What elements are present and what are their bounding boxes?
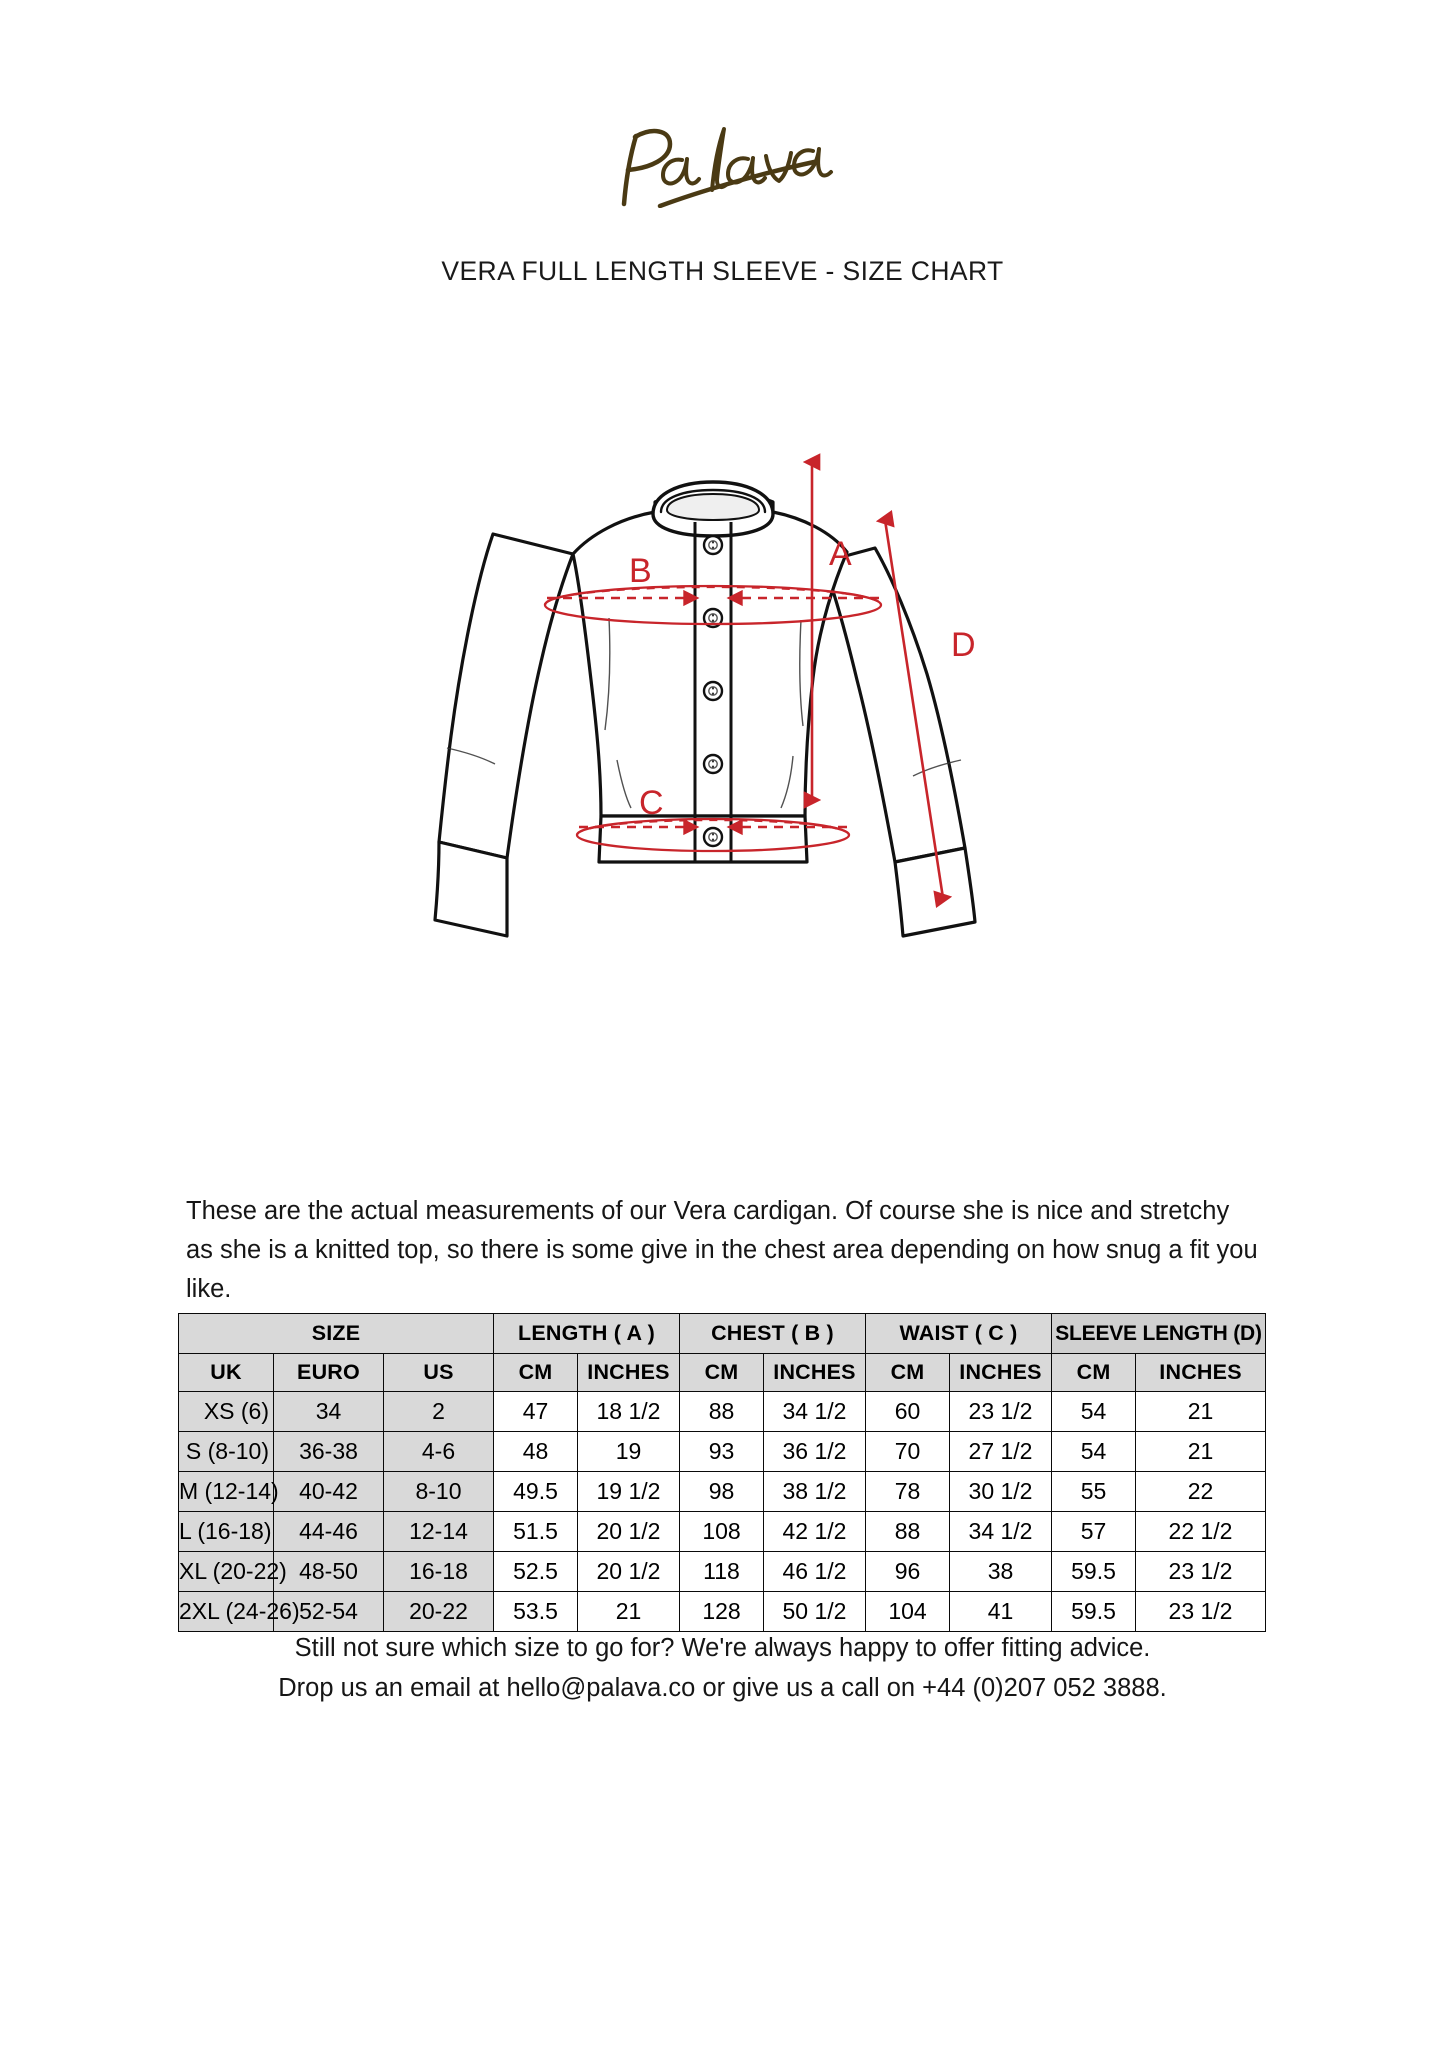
group-header-waist: WAIST ( C ) xyxy=(866,1314,1052,1354)
page-title: VERA FULL LENGTH SLEEVE - SIZE CHART xyxy=(441,256,1004,286)
table-row xyxy=(179,1432,1266,1472)
cell-chest-cm: 108 xyxy=(680,1512,764,1552)
column-header-chest-in: INCHES xyxy=(764,1354,866,1392)
cell-sleeve-in: 22 xyxy=(1136,1472,1266,1512)
group-header-length: LENGTH ( A ) xyxy=(494,1314,680,1354)
label-c: C xyxy=(639,784,664,822)
column-header-sleeve-in: INCHES xyxy=(1136,1354,1266,1392)
cell-euro: 44-46 xyxy=(274,1512,384,1552)
footer-line-1: Still not sure which size to go for? We're always happy to offer fitting advice. xyxy=(294,1634,1151,1662)
column-header-chest-cm: CM xyxy=(680,1354,764,1392)
cell-chest-cm: 118 xyxy=(680,1552,764,1592)
cell-waist-in: 34 1/2 xyxy=(950,1512,1052,1552)
cell-waist-cm: 70 xyxy=(866,1432,950,1472)
footer-line-2: Drop us an email at hello@palava.co or give us a call on +44 (0)207 052 3888. xyxy=(278,1674,1167,1702)
cell-chest-in: 50 1/2 xyxy=(764,1592,866,1632)
right-sleeve xyxy=(823,548,965,862)
cell-waist-in: 38 xyxy=(950,1552,1052,1592)
group-header-row xyxy=(179,1314,1266,1354)
cell-length-cm: 52.5 xyxy=(494,1552,578,1592)
table-row xyxy=(179,1512,1266,1552)
size-chart-table xyxy=(178,1313,1266,1632)
cell-sleeve-in: 23 1/2 xyxy=(1136,1592,1266,1632)
cardigan-technical-drawing xyxy=(395,430,1055,1050)
cell-length-in: 18 1/2 xyxy=(578,1392,680,1432)
cell-waist-in: 27 1/2 xyxy=(950,1432,1052,1472)
cell-euro: 40-42 xyxy=(274,1472,384,1512)
column-header-euro: EURO xyxy=(274,1354,384,1392)
cell-length-in: 19 xyxy=(578,1432,680,1472)
table-head xyxy=(179,1314,1266,1392)
button xyxy=(704,536,722,554)
cell-uk: M (12-14) xyxy=(179,1472,274,1512)
cell-chest-in: 34 1/2 xyxy=(764,1392,866,1432)
brand-logo xyxy=(0,118,1445,213)
cell-us: 8-10 xyxy=(384,1472,494,1512)
cell-us: 12-14 xyxy=(384,1512,494,1552)
table-row xyxy=(179,1472,1266,1512)
cell-waist-in: 41 xyxy=(950,1592,1052,1632)
cell-chest-cm: 128 xyxy=(680,1592,764,1632)
group-header-size: SIZE xyxy=(179,1314,494,1354)
cell-waist-cm: 78 xyxy=(866,1472,950,1512)
label-b: B xyxy=(629,552,652,590)
label-d: D xyxy=(951,626,976,664)
cell-waist-in: 30 1/2 xyxy=(950,1472,1052,1512)
column-header-length-cm: CM xyxy=(494,1354,578,1392)
cell-uk: XL (20-22) xyxy=(179,1552,274,1592)
column-header-waist-in: INCHES xyxy=(950,1354,1052,1392)
cell-chest-cm: 93 xyxy=(680,1432,764,1472)
intro-paragraph: These are the actual measurements of our Vera cardigan. Of course she is nice and stretchy as she is a knitted top, so there is some give in the chest area depending on how snug a fit you like. xyxy=(186,1196,1258,1303)
cell-sleeve-cm: 54 xyxy=(1052,1432,1136,1472)
cardigan-illustration xyxy=(395,430,1055,1050)
button xyxy=(704,682,722,700)
cell-us: 4-6 xyxy=(384,1432,494,1472)
group-header-chest: CHEST ( B ) xyxy=(680,1314,866,1354)
cell-us: 20-22 xyxy=(384,1592,494,1632)
table-row xyxy=(179,1552,1266,1592)
table-row xyxy=(179,1392,1266,1432)
cell-length-in: 19 1/2 xyxy=(578,1472,680,1512)
cell-euro: 52-54 xyxy=(274,1592,384,1632)
cell-sleeve-cm: 59.5 xyxy=(1052,1592,1136,1632)
cell-sleeve-in: 22 1/2 xyxy=(1136,1512,1266,1552)
right-cuff xyxy=(895,848,975,936)
cell-euro: 36-38 xyxy=(274,1432,384,1472)
cell-length-cm: 47 xyxy=(494,1392,578,1432)
cell-uk: 2XL (24-26) xyxy=(179,1592,274,1632)
cell-length-in: 20 1/2 xyxy=(578,1552,680,1592)
cell-uk: XS (6) xyxy=(179,1392,274,1432)
cell-chest-in: 46 1/2 xyxy=(764,1552,866,1592)
cell-waist-in: 23 1/2 xyxy=(950,1392,1052,1432)
cell-sleeve-in: 21 xyxy=(1136,1392,1266,1432)
column-header-length-in: INCHES xyxy=(578,1354,680,1392)
cell-waist-cm: 104 xyxy=(866,1592,950,1632)
cell-length-cm: 53.5 xyxy=(494,1592,578,1632)
cell-chest-in: 36 1/2 xyxy=(764,1432,866,1472)
cell-chest-cm: 88 xyxy=(680,1392,764,1432)
table-row xyxy=(179,1592,1266,1632)
cell-sleeve-cm: 57 xyxy=(1052,1512,1136,1552)
column-header-waist-cm: CM xyxy=(866,1354,950,1392)
button xyxy=(704,755,722,773)
left-sleeve xyxy=(439,534,573,858)
cell-length-cm: 49.5 xyxy=(494,1472,578,1512)
cell-length-cm: 48 xyxy=(494,1432,578,1472)
cell-uk: L (16-18) xyxy=(179,1512,274,1552)
sub-header-row xyxy=(179,1354,1266,1392)
cell-chest-in: 42 1/2 xyxy=(764,1512,866,1552)
cell-euro: 48-50 xyxy=(274,1552,384,1592)
cell-waist-cm: 60 xyxy=(866,1392,950,1432)
cell-sleeve-cm: 55 xyxy=(1052,1472,1136,1512)
cell-waist-cm: 88 xyxy=(866,1512,950,1552)
cell-waist-cm: 96 xyxy=(866,1552,950,1592)
cell-euro: 34 xyxy=(274,1392,384,1432)
cell-sleeve-in: 21 xyxy=(1136,1432,1266,1472)
palava-script-logo xyxy=(608,118,838,208)
column-header-uk: UK xyxy=(179,1354,274,1392)
size-table-container xyxy=(178,1313,1265,1632)
cell-sleeve-cm: 54 xyxy=(1052,1392,1136,1432)
cell-chest-cm: 98 xyxy=(680,1472,764,1512)
cell-us: 16-18 xyxy=(384,1552,494,1592)
cell-chest-in: 38 1/2 xyxy=(764,1472,866,1512)
column-header-us: US xyxy=(384,1354,494,1392)
column-header-sleeve-cm: CM xyxy=(1052,1354,1136,1392)
neck-opening xyxy=(667,494,759,520)
button xyxy=(704,828,722,846)
label-a: A xyxy=(829,535,852,573)
cell-sleeve-in: 23 1/2 xyxy=(1136,1552,1266,1592)
cell-length-in: 21 xyxy=(578,1592,680,1632)
cell-uk: S (8-10) xyxy=(179,1432,274,1472)
cell-sleeve-cm: 59.5 xyxy=(1052,1552,1136,1592)
group-header-sleeve-length: SLEEVE LENGTH (D) xyxy=(1052,1314,1266,1354)
cell-us: 2 xyxy=(384,1392,494,1432)
table-body xyxy=(179,1392,1266,1632)
left-cuff xyxy=(435,842,507,936)
footer-contact xyxy=(0,1628,1445,1708)
cell-length-cm: 51.5 xyxy=(494,1512,578,1552)
cell-length-in: 20 1/2 xyxy=(578,1512,680,1552)
